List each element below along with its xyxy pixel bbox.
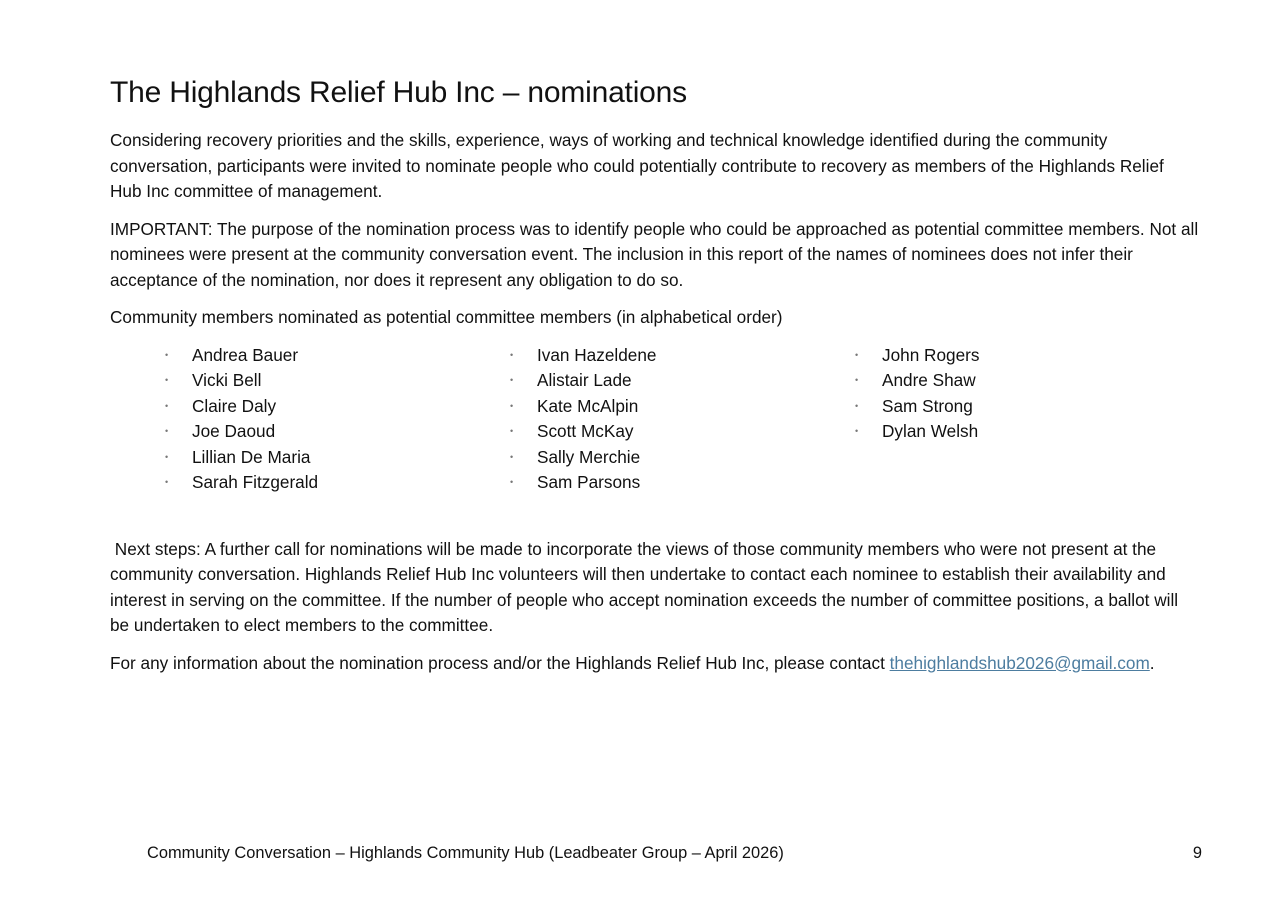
bullet-icon: •: [510, 349, 514, 360]
page-number: 9: [1192, 844, 1202, 862]
page-title: The Highlands Relief Hub Inc – nominations: [110, 76, 687, 109]
bullet-icon: •: [855, 426, 859, 437]
nominee-name: Scott McKay: [537, 421, 634, 442]
nominee-column-2: [510, 343, 855, 496]
contact-prefix-text: For any information about the nomination process and/or the Highlands Relief Hub Inc, please contact: [110, 652, 890, 673]
nominee-name: Ivan Hazeldene: [537, 344, 657, 365]
nominee-name: Sarah Fitzgerald: [192, 472, 319, 493]
nominee-list-item: [855, 343, 1200, 369]
nominee-list-item: [510, 445, 855, 471]
bullet-icon: •: [165, 451, 169, 462]
nominee-list-item: [165, 343, 510, 369]
page-footer: [147, 844, 1202, 863]
nominee-list-item: [165, 419, 510, 445]
bullet-icon: •: [510, 426, 514, 437]
nominee-column-3: [855, 343, 1200, 496]
nominee-column-1: [165, 343, 510, 496]
nominee-list-item: [510, 343, 855, 369]
bullet-icon: •: [510, 477, 514, 488]
nominee-list-item: [510, 368, 855, 394]
nominee-list-item: [510, 394, 855, 420]
nominee-name: Lillian De Maria: [192, 446, 311, 467]
nominee-list-item: [165, 368, 510, 394]
nominee-name: Sam Parsons: [537, 472, 641, 493]
nominee-list-item: [510, 419, 855, 445]
bullet-icon: •: [510, 375, 514, 386]
nominee-name: Claire Daly: [192, 395, 277, 416]
bullet-icon: •: [165, 375, 169, 386]
nominee-list-item: [165, 445, 510, 471]
nominee-name: Joe Daoud: [192, 421, 276, 442]
nominee-list-item: [165, 470, 510, 496]
next-steps-paragraph: Next steps: A further call for nominations will be made to incorporate the views of those community members who were not present at the community conversation. Highlands Relief Hub Inc volunteers will then undertake to contact each nominee to establish their availability and interest in serving on the committee. If the number of people who accept nomination exceeds the number of committee positions, a ballot will be undertaken to elect members to the committee.: [110, 538, 1179, 635]
nominee-name: Vicki Bell: [192, 370, 262, 391]
nominee-name: Sally Merchie: [537, 446, 641, 467]
nominee-name: Sam Strong: [882, 395, 973, 416]
bullet-icon: •: [510, 400, 514, 411]
nominee-list-item: [165, 394, 510, 420]
bullet-icon: •: [855, 349, 859, 360]
nominee-list-item: [855, 394, 1200, 420]
nominee-name: Dylan Welsh: [882, 421, 979, 442]
footer-document-title: Community Conversation – Highlands Community Hub (Leadbeater Group – April 2026): [147, 844, 784, 862]
nominee-list-item: [510, 470, 855, 496]
bullet-icon: •: [855, 400, 859, 411]
bullet-icon: •: [165, 477, 169, 488]
important-notice-paragraph: IMPORTANT: The purpose of the nomination process was to identify people who could be approached as potential committee members. Not all nominees were present at the community conversation event. The inclusion in this report of the names of nominees does not infer their acceptance of the nomination, nor does it represent any obligation to do so.: [110, 218, 1199, 290]
nominee-name: Kate McAlpin: [537, 395, 639, 416]
bullet-icon: •: [165, 349, 169, 360]
bullet-icon: •: [855, 375, 859, 386]
nominee-name: Andre Shaw: [882, 370, 976, 391]
contact-paragraph: [110, 651, 1200, 677]
nominee-columns: [165, 343, 1200, 496]
bullet-icon: •: [165, 400, 169, 411]
nominee-name: Alistair Lade: [537, 370, 632, 391]
email-link[interactable]: thehighlandshub2026@gmail.com: [889, 652, 1150, 673]
nominees-heading-paragraph: Community members nominated as potential committee members (in alphabetical order): [110, 307, 783, 327]
nominee-name: John Rogers: [882, 344, 980, 365]
contact-suffix-text: .: [1149, 652, 1155, 673]
nominee-list-item: [855, 368, 1200, 394]
bullet-icon: •: [510, 451, 514, 462]
bullet-icon: •: [165, 426, 169, 437]
document-page-content: [110, 76, 1200, 688]
nominee-list-item: [855, 419, 1200, 445]
intro-paragraph: Considering recovery priorities and the skills, experience, ways of working and technical knowledge identified during the community conversation, participants were invited to nominate people who could potentially contribute to recovery as members of the Highlands Relief Hub Inc committee of management.: [110, 130, 1164, 201]
nominee-name: Andrea Bauer: [192, 344, 299, 365]
